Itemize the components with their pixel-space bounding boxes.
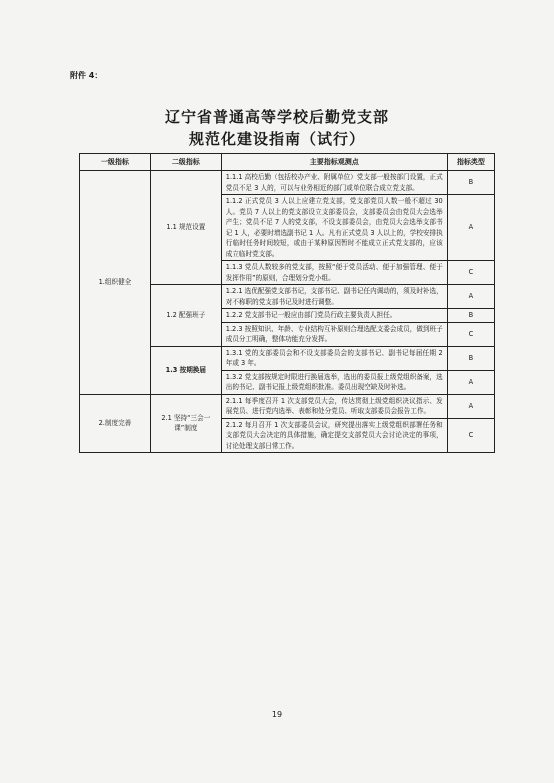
type-cell: A — [447, 195, 494, 261]
table-header-row — [80, 154, 495, 171]
header-level2: 二级指标 — [150, 154, 221, 171]
level1-org: 1.组织健全 — [80, 171, 151, 395]
observation-cell: 1.3.1 党的支部委员会和不设支部委员会的支部书记、副书记每届任期 2 年或 3 年。 — [221, 346, 447, 370]
observation-cell: 1.2.3 按照知识、年龄、专业结构互补原则合理选配支委会成员，做到班子成员分工明确，整体功能充分发挥。 — [221, 322, 447, 346]
type-cell: B — [447, 171, 494, 195]
document-title-line2: 规范化建设指南（试行） — [188, 130, 365, 148]
level2-1-2: 1.2 配强班子 — [150, 285, 221, 347]
annex-label: 附件 4： — [70, 71, 103, 80]
page-number: 19 — [271, 710, 283, 719]
level1-sys: 2.制度完善 — [80, 394, 151, 453]
observation-cell: 1.2.1 选优配强党支部书记，支部书记、副书记任内调动的，须及时补选，对不称职的党支部书记及时进行调整。 — [221, 285, 447, 309]
document-title-line1: 辽宁省普通高等学校后勤党支部 — [164, 108, 389, 126]
observation-cell: 1.1.1 高校后勤（包括校办产业、附属单位）党支部一般按部门设置，正式党员不足 3 人的，可以与业务相近的部门或单位联合成立党支部。 — [221, 171, 447, 195]
table-row — [80, 394, 495, 418]
observation-cell: 1.2.2 党支部书记一般应由部门党员行政主要负责人担任。 — [221, 309, 447, 323]
table-row — [80, 171, 495, 195]
header-observation: 主要指标观测点 — [221, 154, 447, 171]
level2-2-1: 2.1 坚持“三会一课”制度 — [150, 394, 221, 453]
guideline-table — [79, 153, 495, 453]
observation-cell: 1.1.2 正式党员 3 人以上应建立党支部，党支部党员人数一般不超过 30 人。党员 7 人以上的党支部设立支部委员会，支部委员会由党员大会选举产生；党员不足 7 人的党支部，不设支部委员会，由党员大会选举支部书记 1 人，必要时增选副书记 1 人。凡有正式党员 3 人以上的，学校安排执行临时任务时间较短，或由于某种原因暂时不能成立正式党支部的，应该成立临时党支部。 — [221, 195, 447, 261]
type-cell: C — [447, 418, 494, 453]
type-cell: C — [447, 322, 494, 346]
type-cell: A — [447, 285, 494, 309]
type-cell: B — [447, 309, 494, 323]
header-type: 指标类型 — [447, 154, 494, 171]
observation-cell: 1.3.2 党支部按规定时限进行换届选举，选出的委员报上级党组织备案，选出的书记、副书记报上级党组织批准。委员出现空缺及时补选。 — [221, 370, 447, 394]
observation-cell: 1.1.3 党员人数较多的党支部，按照“便于党员活动、便于加强管理、便于发挥作用”的原则，合理划分党小组。 — [221, 261, 447, 285]
level2-1-1: 1.1 规范设置 — [150, 171, 221, 285]
type-cell: A — [447, 394, 494, 418]
observation-cell: 2.1.2 每月召开 1 次支部委员会议，研究提出落实上级党组织部署任务和支部党员大会决定的具体措施，确定提交支部党员大会讨论决定的事项，讨论处理支部日常工作。 — [221, 418, 447, 453]
type-cell: C — [447, 261, 494, 285]
type-cell: B — [447, 346, 494, 370]
observation-cell: 2.1.1 每季度召开 1 次支部党员大会，传达贯彻上级党组织决议指示、发展党员、进行党内选举、表彰和处分党员、听取支部委员会报告工作。 — [221, 394, 447, 418]
header-level1: 一级指标 — [80, 154, 151, 171]
type-cell: A — [447, 370, 494, 394]
level2-1-3: 1.3 按期换届 — [150, 346, 221, 394]
